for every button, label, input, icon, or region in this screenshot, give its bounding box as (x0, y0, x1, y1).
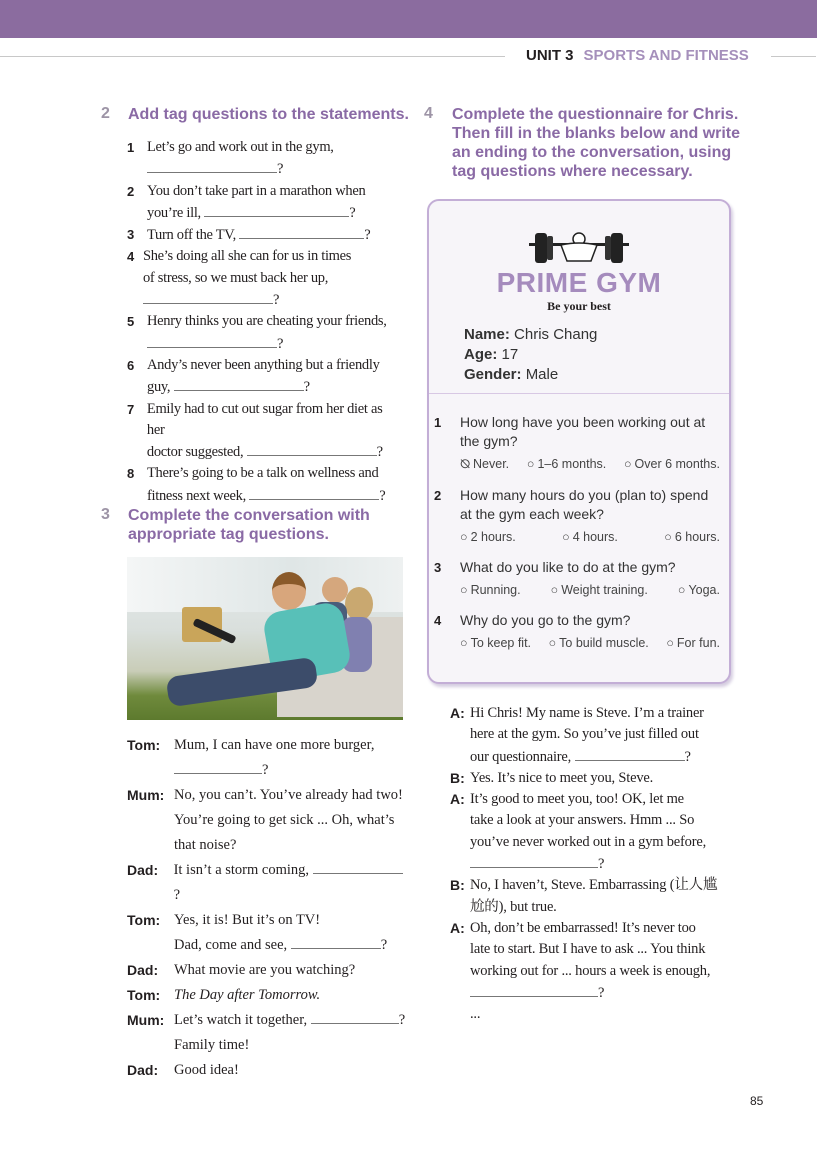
item-number: 6 (127, 357, 134, 373)
question-text: How long have you been working out at (460, 414, 706, 430)
dialogue-text (470, 918, 710, 1025)
exercise-heading (128, 506, 370, 544)
speaker: Dad: (127, 962, 159, 978)
age-value: 17 (501, 346, 519, 363)
options (460, 457, 720, 472)
divider (429, 393, 729, 394)
dialogue-line (127, 783, 407, 858)
item-line: She’s doing all she can for us in times (142, 248, 352, 265)
text: late to start. But I have to ask ... You think (470, 941, 706, 958)
dialogue-text (174, 1058, 239, 1083)
question-body (460, 486, 724, 554)
dialogue-text (470, 789, 706, 875)
item-line-text: you’re ill, (147, 204, 201, 221)
item-text (147, 355, 380, 399)
text-line (470, 1004, 710, 1025)
dialogue-text (470, 703, 704, 768)
option-label: For fun. (676, 636, 720, 650)
item-text (147, 224, 370, 246)
text: ... (470, 1006, 481, 1023)
item-line (147, 158, 334, 180)
exercise-number: 2 (101, 105, 110, 122)
question-mark: ? (349, 204, 356, 221)
question (434, 558, 724, 607)
dialogue-text (174, 983, 320, 1008)
text-line (174, 783, 403, 808)
question-mark: ? (173, 887, 181, 903)
answer-blank[interactable] (311, 1009, 399, 1024)
option-label: To keep fit. (470, 636, 532, 650)
text-line (174, 1008, 405, 1033)
question-body (460, 558, 724, 607)
item-number: 3 (127, 227, 134, 243)
answer-blank[interactable] (247, 441, 377, 456)
text: 尬的), but true. (470, 898, 557, 915)
heading-line: an ending to the conversation, using (452, 144, 732, 161)
option-radio[interactable] (460, 583, 521, 597)
question-number: 4 (434, 613, 442, 628)
item-line-text: of stress, so we must back her up, (142, 269, 329, 286)
question-number: 1 (434, 415, 442, 430)
options (460, 530, 720, 544)
option-label: Weight training. (561, 583, 648, 597)
profile (464, 325, 597, 385)
answer-blank[interactable] (470, 982, 598, 997)
text-line (174, 733, 374, 758)
speaker: Tom: (127, 987, 161, 1003)
gender-value: Male (525, 366, 559, 383)
name-label: Name: (464, 326, 510, 343)
text-line (470, 724, 704, 745)
item-line (147, 485, 385, 507)
question-body (460, 413, 724, 482)
question-mark: ? (262, 762, 269, 778)
unit-label: UNIT 3 (526, 47, 574, 64)
radio-icon: ○ (562, 530, 570, 544)
dialogue-line (127, 733, 407, 783)
item-line (143, 268, 402, 312)
dialogue-line (450, 703, 730, 768)
questionnaire-card (427, 199, 731, 684)
heading-line: tag questions where necessary. (452, 163, 693, 180)
question-text: at the gym each week? (460, 506, 604, 522)
radio-icon: ○ (460, 583, 468, 597)
item-line-text: doctor suggested, (146, 444, 244, 461)
age-label: Age: (464, 346, 498, 363)
speaker: B: (450, 769, 465, 786)
exercise-number: 3 (101, 506, 110, 523)
text-line (470, 832, 706, 853)
dialogue-text (174, 783, 403, 858)
item-line: Let’s go and work out in the gym, (147, 139, 334, 155)
option-label: To build muscle. (559, 636, 649, 650)
radio-icon: ○ (550, 583, 559, 597)
text: Mum, I can have one more burger, (174, 737, 375, 753)
question-mark: ? (598, 856, 605, 873)
answer-blank[interactable] (147, 158, 277, 173)
text: What movie are you watching? (174, 962, 356, 978)
dialogue-line (127, 1058, 407, 1083)
dialogue-line (450, 875, 730, 918)
text-line (470, 768, 653, 789)
text-line (470, 875, 717, 896)
text: here at the gym. So you’ve just filled out (470, 726, 699, 743)
question-mark: ? (684, 748, 691, 765)
heading-line: Complete the questionnaire for Chris. (452, 106, 739, 123)
text: Good idea! (174, 1062, 239, 1078)
radio-icon: ○ (664, 530, 672, 544)
option-radio[interactable] (527, 457, 606, 472)
text-line (174, 758, 374, 783)
speaker: Tom: (127, 737, 161, 753)
list-item (127, 463, 402, 507)
exercise-heading (452, 105, 740, 181)
speaker: A: (450, 919, 465, 936)
exercise-2-items (127, 137, 402, 507)
option-label: 2 hours. (470, 530, 516, 544)
answer-blank[interactable] (174, 759, 262, 774)
option-radio[interactable] (460, 636, 531, 650)
text-line (470, 939, 710, 960)
item-text (147, 181, 365, 225)
question-text: Why do you go to the gym? (460, 612, 631, 628)
item-line: You don’t take part in a marathon when (147, 182, 366, 199)
text-line (470, 918, 710, 939)
option-label: Yoga. (688, 583, 720, 597)
option-radio[interactable] (666, 636, 720, 650)
answer-blank[interactable] (174, 376, 304, 391)
dialogue-text (174, 908, 387, 958)
text-line (174, 833, 403, 858)
item-number: 5 (127, 314, 134, 330)
page-number: 85 (750, 1094, 764, 1108)
text: our questionnaire, (470, 748, 572, 765)
text: It’s good to meet you, too! OK, let me (470, 791, 684, 808)
family-photo (127, 557, 403, 720)
unit-title: SPORTS AND FITNESS (583, 47, 749, 64)
option-label: 4 hours. (572, 530, 618, 544)
text-line (470, 703, 704, 724)
item-line-text: guy, (147, 379, 171, 396)
text: Dad, come and see, (174, 937, 288, 953)
checked-radio-icon: ⦰ (460, 457, 471, 471)
dialogue-line (127, 908, 407, 958)
radio-icon: ○ (677, 583, 686, 597)
divider (771, 56, 816, 57)
speaker: Mum: (127, 787, 165, 803)
text: Family time! (174, 1037, 250, 1053)
answer-blank[interactable] (249, 485, 379, 500)
option-label: 1–6 months. (537, 457, 607, 471)
radio-icon: ○ (623, 457, 632, 471)
speaker: Dad: (127, 1062, 159, 1078)
dialogue-text (174, 858, 407, 908)
speaker: Dad: (127, 862, 159, 878)
item-line (147, 376, 380, 398)
list-item (127, 224, 402, 246)
question-mark: ? (277, 335, 284, 352)
item-line-text: Turn off the TV, (147, 227, 236, 244)
divider (0, 56, 505, 57)
text: you’ve never worked out in a gym before, (470, 833, 707, 850)
conversation (127, 733, 407, 1083)
text-line (470, 746, 704, 768)
header-bar (0, 0, 817, 38)
radio-icon: ○ (666, 636, 674, 650)
item-text (147, 399, 402, 464)
dialogue-text (174, 1008, 405, 1058)
heading-line: appropriate tag questions. (128, 526, 329, 543)
text: take a look at your answers. Hmm ... So (470, 812, 695, 829)
speaker: A: (450, 791, 465, 808)
option-radio[interactable] (678, 583, 720, 597)
options (460, 583, 720, 597)
dialogue-text (470, 768, 653, 789)
option-label: 6 hours. (674, 530, 720, 544)
item-number: 2 (127, 183, 134, 199)
weightlifter-logo-icon (527, 231, 631, 267)
text: No, I haven’t, Steve. Embarrassing (让人尴 (470, 877, 718, 894)
text-line (174, 933, 387, 958)
text-line (174, 808, 403, 833)
speaker: B: (450, 877, 465, 894)
question (434, 611, 724, 660)
answer-blank[interactable] (204, 202, 349, 217)
list-item (127, 181, 402, 225)
question-mark: ? (598, 984, 605, 1001)
item-line (147, 202, 365, 224)
item-line: There’s going to be a talk on wellness and (147, 465, 379, 482)
answer-blank[interactable] (575, 746, 685, 761)
list-item (127, 399, 402, 464)
questions (434, 413, 724, 664)
answer-blank[interactable] (470, 853, 598, 868)
gender-label: Gender: (464, 366, 522, 383)
item-number: 1 (127, 140, 134, 155)
radio-icon: ○ (460, 636, 468, 650)
question (434, 486, 724, 554)
text-line (470, 961, 710, 982)
answer-blank[interactable] (313, 859, 403, 874)
question-text: the gym? (460, 433, 518, 449)
dialogue-text (174, 733, 374, 783)
radio-icon: ○ (526, 457, 535, 471)
option-radio[interactable] (624, 457, 720, 472)
item-text (147, 463, 385, 507)
question-mark: ? (272, 292, 280, 309)
exercise-heading: Add tag questions to the statements. (128, 106, 409, 123)
item-line: Emily had to cut out sugar from her diet as her (146, 400, 383, 438)
item-text (147, 311, 387, 355)
text: Yes, it is! But it’s on TV! (174, 912, 321, 928)
text-line (174, 983, 320, 1008)
item-number: 7 (127, 401, 134, 417)
dialogue-line (127, 983, 407, 1008)
heading-line: Then fill in the blanks below and write (452, 125, 741, 142)
item-line (147, 224, 370, 246)
dialogue-line (127, 1008, 407, 1058)
list-item (127, 246, 402, 311)
text-line (174, 908, 387, 933)
question-number: 2 (434, 488, 442, 503)
item-number: 8 (127, 466, 134, 482)
dialogue-line (450, 768, 730, 789)
gym-name: PRIME GYM (496, 267, 662, 298)
item-text (147, 137, 334, 181)
text: working out for ... hours a week is enough, (470, 962, 711, 979)
option-radio[interactable] (460, 457, 509, 472)
item-text (143, 246, 402, 311)
list-item (127, 311, 402, 355)
list-item (127, 355, 402, 399)
unit-header (526, 47, 749, 64)
dialogue-line (127, 858, 407, 908)
text-line (174, 1058, 239, 1083)
text: The Day after Tomorrow. (174, 987, 321, 1003)
question-mark: ? (398, 1012, 406, 1028)
item-line (147, 441, 402, 463)
dialogue-text (470, 875, 717, 918)
dialogue-line (450, 918, 730, 1025)
item-line-text: fitness next week, (147, 487, 246, 504)
answer-blank[interactable] (143, 289, 273, 304)
question-mark: ? (303, 379, 310, 396)
speaker: Tom: (127, 912, 161, 928)
question-mark: ? (277, 161, 284, 178)
option-radio[interactable] (551, 583, 648, 597)
radio-icon: ○ (460, 530, 468, 544)
answer-blank[interactable] (239, 224, 364, 239)
text: Hi Chris! My name is Steve. I’m a trainer (470, 705, 704, 721)
question-mark: ? (379, 487, 386, 504)
dialogue (450, 703, 730, 1025)
item-line: Andy’s never been anything but a friendly (147, 356, 380, 373)
text: You’re going to get sick ... Oh, what’s (174, 812, 395, 828)
text: It isn’t a storm coming, (173, 862, 310, 878)
radio-icon: ○ (548, 636, 557, 650)
option-radio[interactable] (664, 530, 720, 544)
text-line (470, 897, 717, 918)
heading-line: Complete the conversation with (128, 507, 370, 524)
text-line (174, 858, 407, 908)
option-label: Running. (470, 583, 521, 597)
text-line (174, 958, 355, 983)
item-number: 4 (127, 249, 134, 265)
text: No, you can’t. You’ve already had two! (174, 787, 403, 803)
item-line: Henry thinks you are cheating your friends, (147, 313, 387, 330)
dialogue-line (450, 789, 730, 875)
text-line (470, 982, 710, 1004)
text-line (470, 810, 706, 831)
dialogue-text (174, 958, 355, 983)
dialogue-line (127, 958, 407, 983)
name-value: Chris Chang (514, 326, 598, 343)
text-line (470, 789, 706, 810)
text: Let’s watch it together, (174, 1012, 308, 1028)
speaker: Mum: (127, 1012, 165, 1028)
question-mark: ? (380, 937, 388, 953)
question (434, 413, 724, 482)
exercise-number: 4 (424, 105, 433, 122)
options (460, 636, 720, 650)
speaker: A: (450, 705, 465, 721)
text-line (174, 1033, 405, 1058)
option-label: Over 6 months. (634, 457, 720, 471)
question-mark: ? (376, 444, 383, 461)
item-line (147, 333, 387, 355)
question-text: What do you like to do at the gym? (460, 559, 676, 575)
gym-slogan: Be your best (547, 299, 611, 313)
option-radio[interactable] (460, 530, 516, 544)
option-radio[interactable] (549, 636, 649, 650)
answer-blank[interactable] (291, 934, 381, 949)
question-body (460, 611, 724, 660)
list-item (127, 137, 402, 181)
option-radio[interactable] (562, 530, 618, 544)
text: Yes. It’s nice to meet you, Steve. (470, 769, 654, 786)
option-label: Never. (473, 457, 510, 471)
answer-blank[interactable] (147, 333, 277, 348)
question-number: 3 (434, 560, 442, 575)
question-mark: ? (364, 227, 371, 244)
text: Oh, don’t be embarrassed! It’s never too (470, 919, 696, 936)
text: that noise? (174, 837, 237, 853)
question-text: How many hours do you (plan to) spend (460, 487, 709, 503)
text-line (470, 853, 706, 875)
